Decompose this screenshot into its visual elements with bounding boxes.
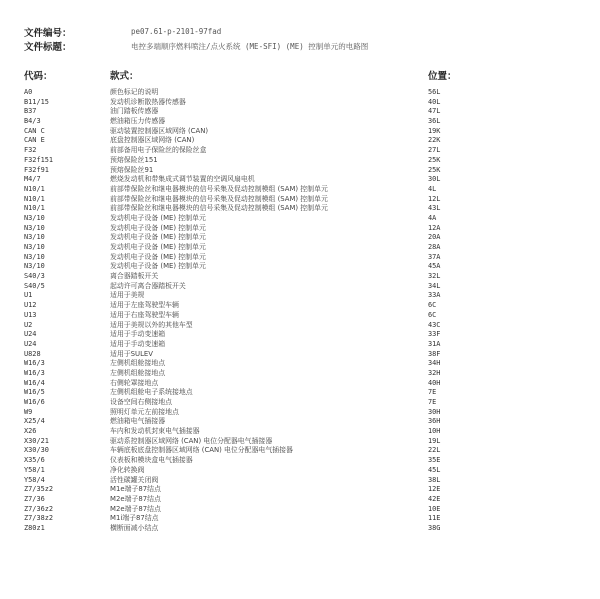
component-description: 横断面减小结点 [110,523,159,532]
component-description: 左侧机组舱电子系统接地点 [110,388,193,397]
component-code: F32f91 [24,165,49,174]
component-code: B4/3 [24,117,41,126]
component-position: 34L [428,281,441,290]
table-row [0,195,600,205]
component-description: 驱动装置控制器区域网络 (CAN) [110,126,209,135]
component-position: 38F [428,349,441,358]
component-position: 10H [428,427,441,436]
component-description: 发动机诊断散热器传感器 [110,97,186,106]
table-row [0,495,600,505]
table-row [0,117,600,127]
table-row [0,340,600,350]
table-row [0,282,600,292]
component-code: N3/10 [24,213,45,222]
component-description: 发动机电子设备 (ME) 控制单元 [110,252,206,261]
component-description: 驱动系控制器区域网络 (CAN) 电位分配器电气插接器 [110,436,273,445]
component-description: M2e端子87结点 [110,504,161,513]
component-description: 发动机电子设备 (ME) 控制单元 [110,262,206,271]
component-description: 适用于手动变速箱 [110,339,166,348]
component-code: U2 [24,320,33,329]
component-position: 34H [428,359,441,368]
table-row [0,156,600,166]
component-description: 离合器踏板开关 [110,272,159,281]
component-position: 12E [428,485,441,494]
component-description: 前部备用电子保险丝的保险丝盒 [110,146,207,155]
component-position: 22L [428,446,441,455]
table-row [0,359,600,369]
component-position: 19K [428,126,441,135]
component-description: 前部带保险丝和继电器模块的信号采集及促动控制模组 (SAM) 控制单元 [110,184,328,193]
table-row [0,466,600,476]
component-position: 30L [428,175,441,184]
component-description: M1e端子87结点 [110,485,161,494]
table-row [0,350,600,360]
component-position: 25K [428,155,441,164]
component-code: Z7/35z2 [24,485,54,494]
component-description: 照明灯单元左前接地点 [110,407,179,416]
component-code: Y58/4 [24,475,45,484]
component-code: B11/15 [24,97,49,106]
component-position: 6C [428,310,437,319]
component-code: N3/10 [24,262,45,271]
component-description: M2e端子87结点 [110,494,161,503]
component-description: 前部带保险丝和继电器模块的信号采集及促动控制模组 (SAM) 控制单元 [110,204,328,213]
component-description: 适用于右座驾驶型车辆 [110,310,179,319]
component-description: 燃油箱压力传感器 [110,117,166,126]
component-description: 适用于美规以外的其他车型 [110,320,193,329]
component-position: 47L [428,107,441,116]
component-position: 42E [428,494,441,503]
component-code: W16/4 [24,378,45,387]
component-code: U1 [24,291,33,300]
table-row [0,417,600,427]
table-row [0,233,600,243]
component-position: 38G [428,523,441,532]
table-row [0,214,600,224]
component-code: S40/5 [24,281,45,290]
table-row [0,272,600,282]
column-header-code: 代码： [24,71,53,82]
doc-title-value: 电控多端顺序燃料喷注/点火系统 (ME-SFI) (ME) 控制单元的电路图 [131,42,369,51]
component-position: 45A [428,262,441,271]
table-row [0,514,600,524]
component-description: 仪表板和模块盒电气插接器 [110,456,193,465]
component-code: X30/30 [24,446,49,455]
column-header-pos: 位置： [428,71,457,82]
component-code: N3/10 [24,233,45,242]
table-row [0,185,600,195]
component-code: N10/1 [24,194,45,203]
component-code: Z7/38z2 [24,514,54,523]
component-position: 45L [428,465,441,474]
doc-title-label: 文件标题： [24,42,72,53]
table-row [0,262,600,272]
table-row [0,524,600,534]
component-code: N10/1 [24,204,45,213]
component-position: 36H [428,417,441,426]
component-code: Z7/36z2 [24,504,54,513]
table-row [0,107,600,117]
component-position: 38L [428,475,441,484]
component-code: B37 [24,107,37,116]
component-code: CAN C [24,126,45,135]
component-code: F32 [24,146,37,155]
table-row [0,146,600,156]
table-row [0,204,600,214]
component-position: 20A [428,233,441,242]
component-list [0,88,600,534]
component-description: 净化转换阀 [110,465,145,474]
table-row [0,505,600,515]
component-position: 7E [428,398,437,406]
component-description: 左侧机组舱接地点 [110,359,166,368]
component-code: N3/10 [24,252,45,261]
component-code: U13 [24,310,37,319]
component-description: 设备空间右侧接地点 [110,398,173,406]
table-row [0,456,600,466]
component-code: X25/4 [24,417,45,426]
table-row [0,301,600,311]
component-code: U24 [24,339,37,348]
table-row [0,485,600,495]
component-code: M4/7 [24,175,41,184]
table-row [0,321,600,331]
component-position: 36L [428,117,441,126]
table-row [0,98,600,108]
component-position: 28A [428,243,441,251]
component-position: 32L [428,272,441,281]
table-row [0,330,600,340]
component-description: 右侧轮罩接地点 [110,378,159,387]
column-header-desc: 款式： [110,71,139,82]
table-row [0,398,600,408]
component-code: U828 [24,349,41,358]
component-position: 6C [428,301,437,310]
component-position: 43C [428,320,441,329]
component-code: F32f151 [24,155,54,164]
table-row [0,127,600,137]
component-position: 37A [428,252,441,261]
component-position: 27L [428,146,441,155]
component-description: 车辆底板底盘控制器区域网络 (CAN) 电位分配器电气插接器 [110,446,293,455]
component-description: 燃油箱电气插接器 [110,417,166,426]
component-position: 10E [428,504,441,513]
table-row [0,175,600,185]
component-code: Y58/1 [24,465,45,474]
component-description: 燃烧发动机和带集成式调节装置的空调风扇电机 [110,175,255,184]
component-description: 起动许可离合器踏板开关 [110,281,186,290]
component-position: 22K [428,136,441,145]
component-description: 适用于SULEV [110,349,153,358]
component-code: N3/10 [24,243,45,251]
component-position: 4A [428,213,437,222]
component-description: 左侧机组舱接地点 [110,368,166,377]
component-position: 56L [428,88,441,96]
table-row [0,446,600,456]
component-code: W9 [24,407,33,416]
table-row [0,311,600,321]
component-position: 33F [428,330,441,339]
component-description: 底盘控制器区域网络 (CAN) [110,136,195,145]
component-description: 发动机电子设备 (ME) 控制单元 [110,233,206,242]
doc-number-value: pe07.61-p-2101-97fad [131,27,222,36]
component-description: 预熔保险丝151 [110,155,158,164]
table-row [0,136,600,146]
component-position: 40H [428,378,441,387]
component-code: U24 [24,330,37,339]
component-description: 活性碳罐关闭阀 [110,475,159,484]
component-code: A0 [24,88,33,96]
component-code: X30/21 [24,436,49,445]
component-code: U12 [24,301,37,310]
table-row [0,408,600,418]
table-row [0,427,600,437]
component-description: 适用于左座驾驶型车辆 [110,301,179,310]
component-code: Z7/36 [24,494,45,503]
component-description: 发动机电子设备 (ME) 控制单元 [110,213,206,222]
table-row [0,476,600,486]
component-position: 30H [428,407,441,416]
component-code: W16/6 [24,398,45,406]
component-position: 4L [428,184,437,193]
component-position: 35E [428,456,441,465]
component-code: X26 [24,427,37,436]
component-position: 19L [428,436,441,445]
component-position: 11E [428,514,441,523]
doc-number-label: 文件编号： [24,28,72,39]
component-position: 7E [428,388,437,397]
component-code: N10/1 [24,184,45,193]
component-description: 颜色标记的说明 [110,88,159,96]
component-position: 31A [428,339,441,348]
component-description: 车内和发动机封束电气插接器 [110,427,200,436]
table-row [0,243,600,253]
component-description: 适用于手动变速箱 [110,330,166,339]
component-code: N3/10 [24,223,45,232]
table-row [0,437,600,447]
table-row [0,88,600,98]
component-description: 发动机电子设备 (ME) 控制单元 [110,223,206,232]
component-description: 发动机电子设备 (ME) 控制单元 [110,243,206,251]
component-position: 40L [428,97,441,106]
table-row [0,166,600,176]
component-position: 32H [428,368,441,377]
table-row [0,379,600,389]
component-code: W16/5 [24,388,45,397]
table-row [0,291,600,301]
table-row [0,224,600,234]
component-code: CAN E [24,136,45,145]
component-position: 12A [428,223,441,232]
table-row [0,369,600,379]
component-position: 12L [428,194,441,203]
component-position: 33A [428,291,441,300]
component-description: 油门踏板传感器 [110,107,159,116]
component-position: 25K [428,165,441,174]
component-code: W16/3 [24,359,45,368]
table-row [0,388,600,398]
component-description: M1i端子87结点 [110,514,159,523]
component-position: 43L [428,204,441,213]
component-description: 适用于美规 [110,291,145,300]
component-code: S40/3 [24,272,45,281]
component-code: X35/6 [24,456,45,465]
component-code: W16/3 [24,368,45,377]
component-description: 前部带保险丝和继电器模块的信号采集及促动控制模组 (SAM) 控制单元 [110,194,328,203]
table-row [0,253,600,263]
component-description: 预熔保险丝91 [110,165,154,174]
component-code: Z80z1 [24,523,45,532]
